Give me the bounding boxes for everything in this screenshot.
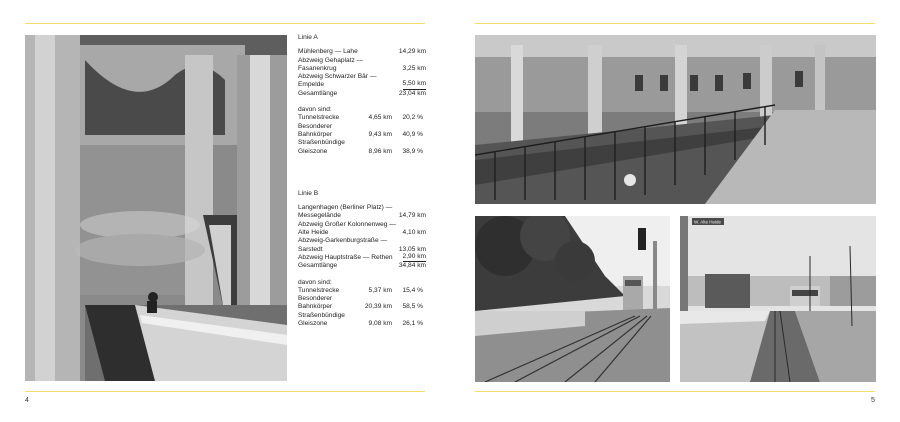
- line-a-total: [298, 90, 426, 98]
- line-b-route: [298, 237, 426, 254]
- route-label: Langenhagen (Berliner Platz) — Messegelände: [298, 204, 393, 220]
- total-value: 34,84 km: [398, 262, 426, 270]
- share-pct: 15,4 %: [402, 286, 423, 294]
- line-a-share: [298, 139, 426, 156]
- route-value: 13,05 km: [398, 245, 426, 253]
- page-number-right: 5: [871, 397, 875, 404]
- share-pct: 40,9 %: [402, 130, 423, 138]
- share-pct: 26,1 %: [402, 320, 423, 328]
- line-b-share: [298, 312, 426, 329]
- top-rule-right: [475, 23, 875, 24]
- line-a-route: [298, 57, 426, 74]
- total-label: Gesamtlänge: [298, 262, 338, 270]
- share-label: Straßenbündige Gleiszone: [298, 139, 345, 155]
- route-label: Abzweig Schwarzer Bär — Empelde: [298, 73, 377, 89]
- line-a-share: [298, 114, 426, 122]
- photo-station-escalators: [25, 35, 287, 381]
- line-statistics: [298, 34, 426, 328]
- total-label: Gesamtlänge: [298, 89, 338, 97]
- share-label: Straßenbündige Gleiszone: [298, 311, 345, 328]
- line-b-total: [298, 262, 426, 270]
- line-b-share: [298, 295, 426, 312]
- line-a-share: [298, 123, 426, 140]
- route-label: Abzweig Großer Kolonnenweg — Alte Heide: [298, 220, 396, 237]
- line-a-davon: davon sind:: [298, 106, 332, 114]
- bottom-rule-left: [25, 391, 425, 392]
- share-km: 4,65 km: [368, 114, 392, 122]
- route-value: 4,10 km: [402, 229, 426, 237]
- line-b-route: [298, 204, 426, 221]
- line-a-route: [298, 48, 426, 56]
- share-label: Tunnelstrecke: [298, 114, 340, 122]
- photo-station-platform: [475, 35, 876, 204]
- share-km: 5,37 km: [368, 286, 392, 294]
- route-value: 5,50 km: [403, 80, 426, 89]
- line-a-title: Linie A: [298, 34, 318, 41]
- bottom-rule-right: [475, 391, 875, 392]
- route-label: Abzweig Gehaplatz — Fasanenkrug: [298, 56, 364, 72]
- line-b-route: [298, 221, 426, 238]
- line-b-title: Linie B: [298, 189, 319, 197]
- share-label: Besonderer Bahnkörper: [298, 295, 333, 311]
- line-b-route: [298, 254, 426, 262]
- share-km: 9,08 km: [368, 320, 392, 328]
- total-value: 23,04 km: [398, 89, 426, 97]
- share-pct: 20,2 %: [402, 114, 423, 122]
- photo-platform-tram: [680, 216, 876, 382]
- share-pct: 38,9 %: [402, 147, 423, 155]
- share-label: Tunnelstrecke: [298, 286, 340, 294]
- share-pct: 58,5 %: [402, 303, 423, 311]
- route-label: Mühlenberg — Lahe: [298, 48, 358, 56]
- share-km: 20,39 km: [364, 303, 392, 311]
- route-value: 14,29 km: [398, 48, 426, 56]
- route-value: 14,79 km: [398, 212, 426, 220]
- share-km: 8,96 km: [368, 147, 392, 155]
- line-b-davon: davon sind:: [298, 278, 332, 286]
- route-value: 2,90 km: [403, 253, 426, 262]
- share-km: 9,43 km: [368, 130, 392, 138]
- page-number-left: 4: [25, 397, 29, 404]
- route-value: 3,25 km: [402, 64, 426, 72]
- line-b-share: [298, 287, 426, 295]
- photo-track-trees: [475, 216, 670, 382]
- route-label: Abzweig Hauptstraße — Rethen: [298, 253, 393, 261]
- top-rule-left: [25, 23, 425, 24]
- station-sign-text: W. Alte Heide: [694, 219, 722, 225]
- share-label: Besonderer Bahnkörper: [298, 122, 333, 138]
- route-label: Abzweig-Garkenburgstraße — Sarstedt: [298, 237, 388, 253]
- line-a-route: [298, 73, 426, 90]
